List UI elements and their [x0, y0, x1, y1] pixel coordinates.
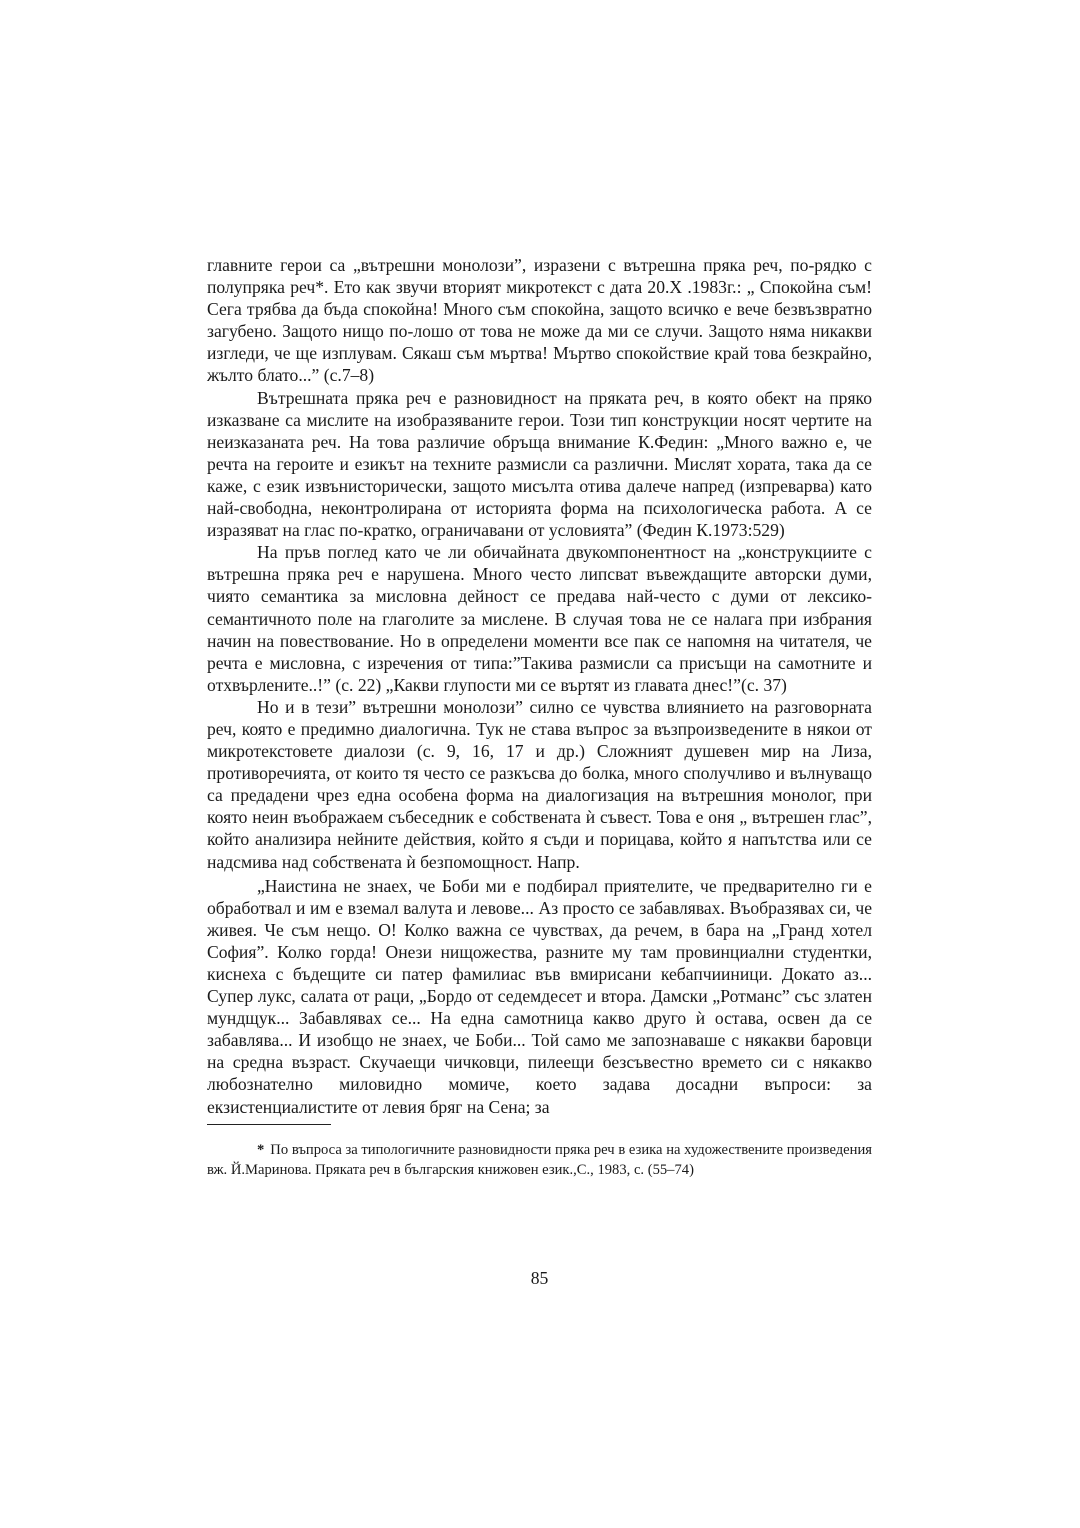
footnote: [207, 1140, 872, 1180]
paragraph-1: главните герои са „вътрешни монолози”, изразени с вътрешна пряка реч, по-рядко с полупряка реч*. Ето как звучи вторият микротекст с дата 20.X .1983г.: „ Спокойна съм! Сега трябва да бъда спокойна! Много съм спокойна, защото всичко е вече безвъзвратно загубено. Защото нищо по-лошо от това не може да ми се случи. Защото няма никакви изгледи, че ще изплувам. Сякаш съм мъртва! Мъртво спокойствие край това безкрайно, жълто блато...” (с.7–8): [207, 255, 872, 386]
paragraph-4: Но и в тези” вътрешни монолози” силно се чувства влиянието на разговорната реч, която е предимно диалогична. Тук не става въпрос за възпроизведените в някои от микротекстовете диалози (с. 9, 16, 17 и др.) Сложният душевен мир на Лиза, противоречията, от които тя често се разкъсва до болка, много сполучливо и вълнуващо са предадени чрез една особена форма на диалогизация на вътрешния монолог, при която неин въображаем събеседник е собствената ѝ съвест. Това е оня „ вътрешен глас”, който анализира нейните действия, който я съди и порицава, който я напътства или се надсмива над собствената ѝ безпомощност. Напр.: [207, 696, 872, 872]
footnote-text: По въпроса за типологичните разновидности пряка реч в езика на художествените произведения вж. Й.Маринова. Пряката реч в българския книжовен език.,С., 1983, с. (55–74): [207, 1141, 872, 1178]
paragraph-2: Вътрешната пряка реч е разновидност на пряката реч, в която обект на пряко изказване са мислите на изобразяваните герои. Този тип конструкции носят чертите на неизказаната реч. На това различие обръща внимание К.Федин: „Много важно е, че речта на героите и езикът на техните размисли са различни. Мислят хората, така да се каже, с език извънисторически, защото мисълта отива далече напред (изпреварва) като най-свободна, неконтролирана от историята форма на психологическа работа. А се изразяват на глас по-кратко, ограничавани от условията” (Федин К.1973:529): [207, 387, 872, 541]
paragraph-3: На пръв поглед като че ли обичайната двукомпонентност на „конструкциите с вътрешна пряка реч е нарушена. Много често липсват въвеждащите авторски думи, чиято семантика за мисловна дейност се предава най-често с думи от лексико-семантичното поле на глаголите за мислене. В случая това не се налага при избрания начин на повествование. Но в определени моменти все пак се напомня на читателя, че речта е мисловна, с изречения от типа:”Такива размисли са присъщи на самотните и отхвърлените..!” (с. 22) „Какви глупости ми се въртят из главата днес!”(с. 37): [207, 542, 872, 695]
footnote-marker: *: [257, 1141, 265, 1158]
paragraph-5: „Наистина не знаех, че Боби ми е подбирал приятелите, че предварително ги е обработвал и им е вземал валута и левове... Аз просто се забавлявах. Въобразявах си, че живея. Че съм нещо. О! Колко важна се чувствах, да речем, в бара на „Гранд хотел София”. Колко горда! Онези нищожества, разните му там провинциални студентки, киснеха с бъдещите си патер фамилиас във вмирисани кебапчииници. Докато аз... Супер лукс, салата от раци, „Бордо от седемдесет и втора. Дамски „Ротманс” със златен мундщук... Забавлявах се... На една самотница какво друго ѝ остава, освен да се забавлява... И изобщо не знаех, че Боби... Той само ме запознаваше с някакви баровци на средна възраст. Скучаещи чичковци, пилеещи безсъвестно времето си с някакво любознателно миловидно момиче, което задава досадни въпроси: за екзистенциалистите от левия бряг на Сена; за: [207, 875, 872, 1117]
footnote-divider: [207, 1124, 331, 1125]
page-number: 85: [530, 1268, 549, 1288]
page-content: [207, 254, 872, 1288]
